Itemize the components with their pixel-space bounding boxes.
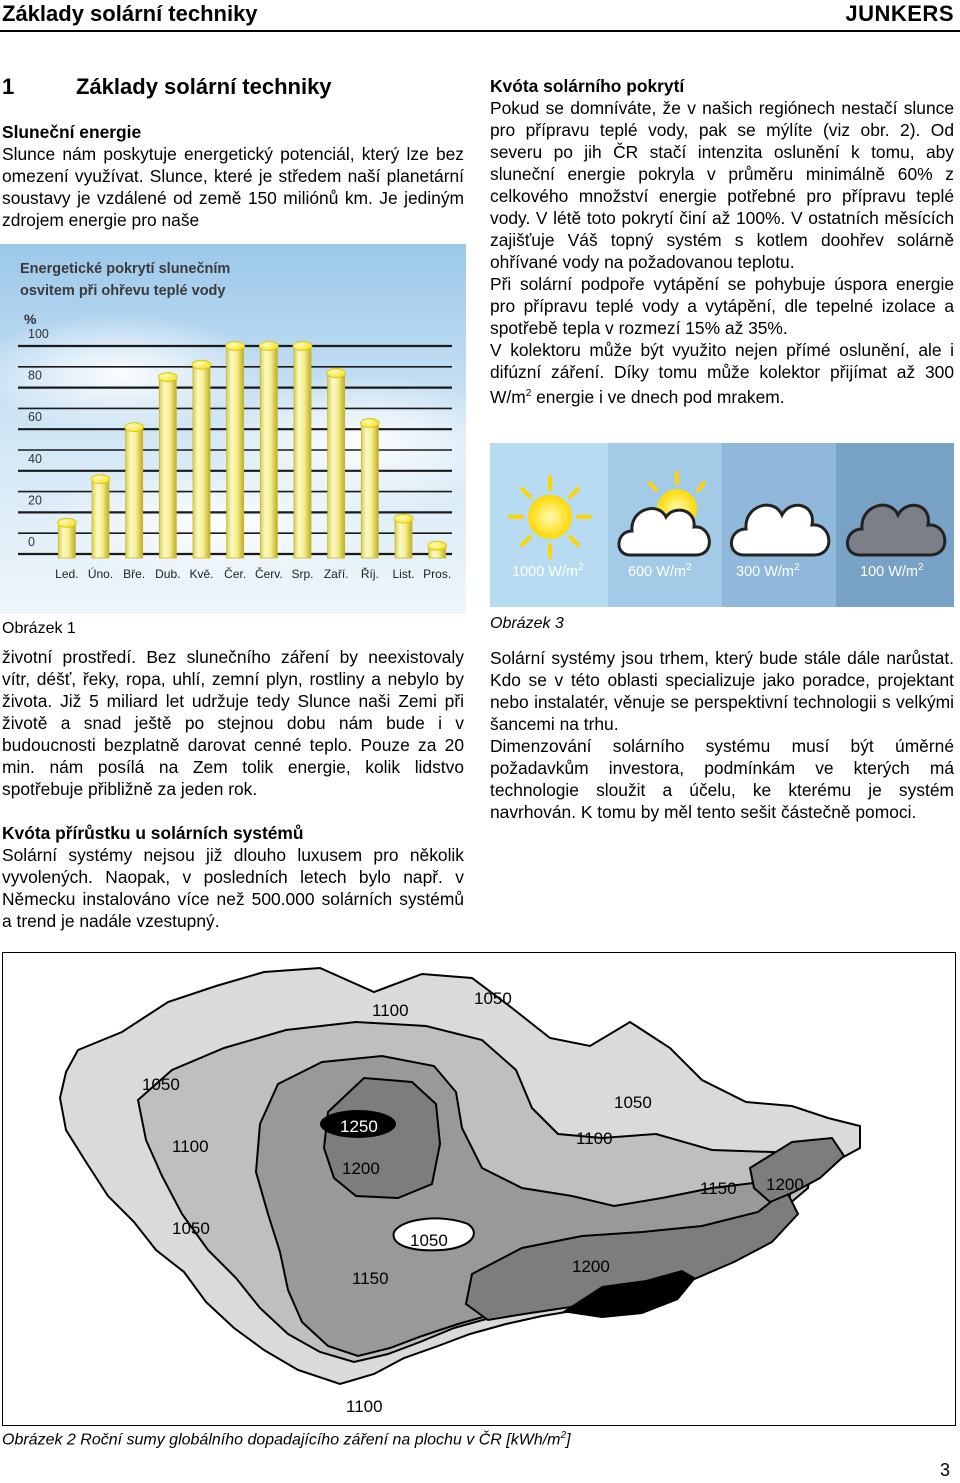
map-label: 1050 [142,1075,180,1094]
chart-x-tick-label: Říj. [360,567,379,581]
section-title-text: Základy solární techniky [76,74,332,99]
chart-bar-cap [327,369,346,378]
chart-x-tick-label: Srp. [291,567,314,581]
chart-bar [92,479,109,558]
map-label: 1050 [474,989,512,1008]
map-label: 1200 [342,1159,380,1178]
section-number: 1 [2,74,15,99]
right-column-bottom [490,647,954,823]
heading-coverage-quota: Kvóta solárního pokrytí [490,76,685,96]
paragraph-diffuse: V kolektoru může být využito nejen přímé oslunění, ale i difúzní záření. Díky tomu může kolektor přijímat až 300 $W/m^2$ energie i ve dnech pod mrakem. [490,340,954,407]
section-title [2,74,332,100]
chart-bar-cap [428,541,447,550]
irradiance-value-100: 100 $W/m^2$ [860,562,924,580]
chart-bar [294,346,311,558]
figure3-caption: Obrázek 3 [490,615,564,632]
irradiance-value-300: 300 $W/m^2$ [736,562,800,580]
chart-title-line1: Energetické pokrytí slunečním [20,261,231,277]
left-column-top [2,121,464,231]
chart-x-tick-label: Led. [55,567,79,581]
chart-bar-cap [394,514,413,523]
chart-bar [361,423,378,558]
map-label: 1050 [614,1093,652,1112]
chart-bar-cap [158,373,177,382]
figure2-caption: Obrázek 2 Roční sumy globálního dopadajícího záření na plochu v ČR $[kWh/m^2]$ [2,1430,571,1449]
right-column-top [490,75,954,408]
sun-icon [510,477,590,557]
irradiance-value-1000: 1000 $W/m^2$ [512,562,584,580]
paragraph-solar-energy: Slunce nám poskytuje energetický potenciál, který lze bez omezení využívat. Slunce, které je středem naší planetární soustavy je vzdálené od země 150 miliónů km. Je jediným zdrojem energie pro naše [2,144,464,230]
heading-growth-quota: Kvóta přírůstku u solárních systémů [2,823,304,843]
map-label: 1150 [700,1179,737,1198]
map-label: 1150 [352,1269,389,1288]
paragraph-growth-quota: Solární systémy nejsou již dlouho luxusem pro několik vyvolených. Naopak, v posledních letech bylo např. v Německu instalováno více než 500.000 solárních systémů a trend je nadále vzestupný. [2,845,464,931]
figure1-chart [0,244,466,614]
figure2-radiation-map [2,952,956,1426]
chart-bar-cap [91,475,110,484]
map-label: 1050 [172,1219,210,1238]
map-label: 1200 [766,1175,804,1194]
chart-y-tick-label: 60 [28,410,42,425]
chart-bar [58,523,75,558]
chart-x-tick-label: Pros. [423,567,452,581]
heading-solar-energy: Sluneční energie [2,122,142,142]
chart-y-tick-label: 0 [28,535,35,549]
chart-x-tick-label: Bře. [123,567,146,581]
chart-x-tick-label: Červ. [254,567,283,581]
chart-bar-cap [226,342,245,351]
chart-y-tick-label: 80 [28,368,42,383]
paragraph-heating: Při solární podpoře vytápění se pohybuje úspora energie pro přípravu teplé vody a vytápění, dle tepelné izolace a spotřebě tepla v rozmezí 15% až 35%. [490,274,954,338]
chart-bar [159,377,176,558]
chart-bar-cap [57,518,76,527]
chart-bar-cap [125,423,144,432]
paragraph-environment: životní prostředí. Bez slunečního záření by neexistovaly vítr, déšť, řeky, ropa, uhlí, zemní plyn, rostliny a nebylo by života. Již 5 miliard let udržuje tedy Slunce naši Zemi při životě a snad ještě po stejnou dobu nám bude i v budoucnosti bezplatně darovat cenné teplo. Pouze za 20 min. nám posílá na Zem tolik energie, kolik lidstvo spotřebuje přibližně za jeden rok. [2,647,464,799]
chart-x-tick-label: Dub. [155,567,181,581]
irradiance-value-600: 600 $W/m^2$ [628,562,692,580]
map-label: 1050 [410,1231,448,1250]
header-title: Základy solární techniky [2,1,258,26]
map-label: 1200 [572,1257,610,1276]
chart-y-tick-label: 40 [28,451,42,466]
chart-unit-label: % [24,311,37,327]
chart-y-tick-label: 100 [28,327,49,341]
paragraph-dimensioning: Dimenzování solárního systému musí být úměrné požadavkům investora, podmínkám ve kterých má technologie sloužit a účelu, ke kterému je systém navrhován. K tomu by měl tento sešit částečně pomoci. [490,736,954,822]
chart-bar-cap [259,342,278,351]
chart-x-tick-label: Kvě. [189,567,214,581]
chart-x-tick-label: List. [392,567,415,581]
chart-bar [395,519,412,558]
chart-title-line2: osvitem při ohřevu teplé vody [20,283,226,299]
chart-y-tick-label: 20 [28,493,42,508]
chart-bar [126,427,143,558]
left-column-bottom [2,646,464,932]
map-label: 1100 [346,1397,383,1416]
chart-bar [193,365,210,558]
figure3-irradiance-panels [490,443,954,607]
map-label: 1250 [596,1317,634,1336]
page-number: 3 [939,1460,950,1480]
page-header [0,0,960,32]
paragraph-market: Solární systémy jsou trhem, který bude stále dále narůstat. Kdo se v této oblasti specializuje jako poradce, projektant nebo instalatér, věnuje se perspektivní technologii s velkými šancemi na trhu. [490,648,954,734]
map-label: 1100 [372,1001,409,1020]
map-label: 1250 [340,1117,378,1136]
paragraph-coverage: Pokud se domníváte, že v našich regiónech nestačí slunce pro přípravu teplé vody, pak se mýlíte (viz obr. 2). Od severu po jih ČR stačí intenzita oslunění k tomu, aby sluneční energie pokryla v průměru minimálně 60% z celkového množství energie potřebné pro přípravu teplé vody. V létě toto pokrytí činí až 100%. V ostatních měsících zajišťuje Váš topný systém s kotlem doohřev solárně ohřívané vody na požadovanou teplotu. [490,98,954,272]
figure1-caption: Obrázek 1 [2,620,76,637]
chart-x-tick-label: Úno. [87,567,114,581]
chart-bar-cap [192,360,211,369]
chart-bar [227,346,244,558]
chart-x-tick-label: Zaří. [323,567,349,581]
map-label: 1100 [172,1137,209,1156]
chart-bar [328,373,345,558]
brand-logo: JUNKERS [845,1,954,26]
chart-bar-cap [293,342,312,351]
chart-x-tick-label: Čer. [224,567,247,581]
header-rule [0,30,960,32]
chart-bar-cap [360,418,379,427]
map-label: 1100 [576,1129,613,1148]
chart-bar [260,346,277,558]
